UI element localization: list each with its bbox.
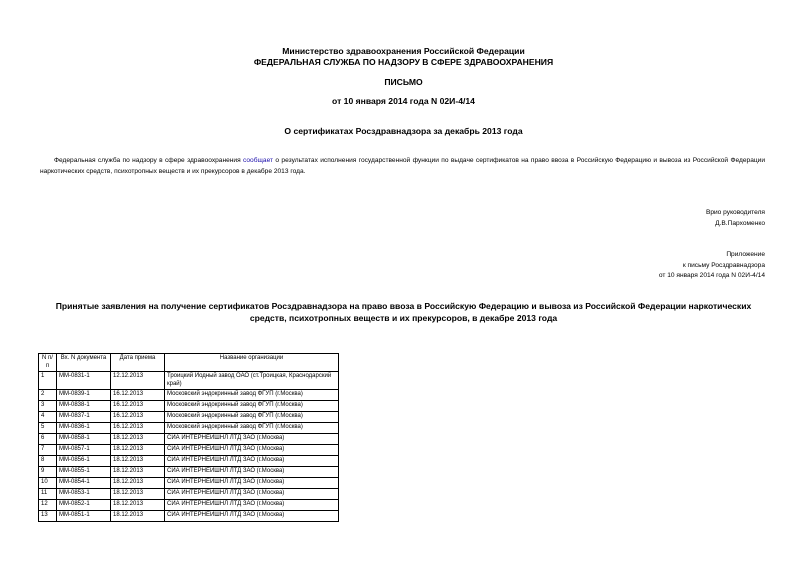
table-row [39,478,339,489]
row-doc-number: ММ-0838-1 [57,401,111,412]
row-number: 11 [39,489,57,500]
signature-position: Врио руководителя [705,209,765,216]
row-doc-number: ММ-0857-1 [57,445,111,456]
row-organization: СИА ИНТЕРНЕЙШНЛ ЛТД ЗАО (г.Москва) [165,478,339,489]
table-row [39,390,339,401]
table-row [39,489,339,500]
row-doc-number: ММ-0831-1 [57,372,111,390]
row-doc-number: ММ-0854-1 [57,478,111,489]
table-row [39,434,339,445]
ministry-name: Министерство здравоохранения Российской Федерации [282,46,525,56]
row-organization: СИА ИНТЕРНЕЙШНЛ ЛТД ЗАО (г.Москва) [165,489,339,500]
row-organization: Московский эндокринный завод ФГУП (г.Москва) [165,390,339,401]
table-row [39,511,339,522]
appendix-label: Приложение [726,251,765,258]
row-date: 18.12.2013 [111,467,165,478]
soobshchaet-link[interactable]: сообщает [243,157,274,164]
row-date: 18.12.2013 [111,500,165,511]
row-date: 18.12.2013 [111,489,165,500]
appendix-to-letter: к письму Росздравнадзора [682,261,765,269]
body-paragraph [40,155,765,177]
row-number: 3 [39,401,57,412]
row-number: 7 [39,445,57,456]
row-organization: Московский эндокринный завод ФГУП (г.Москва) [165,412,339,423]
row-date: 18.12.2013 [111,511,165,522]
row-organization: Московский эндокринный завод ФГУП (г.Москва) [165,401,339,412]
row-number: 5 [39,423,57,434]
table-row [39,412,339,423]
row-number: 9 [39,467,57,478]
document-subject: О сертификатах Росздравнадзора за декабрь 2013 года [284,126,523,136]
row-doc-number: ММ-0836-1 [57,423,111,434]
row-doc-number: ММ-0858-1 [57,434,111,445]
row-organization: СИА ИНТЕРНЕЙШНЛ ЛТД ЗАО (г.Москва) [165,511,339,522]
row-doc-number: ММ-0856-1 [57,456,111,467]
row-doc-number: ММ-0852-1 [57,500,111,511]
row-number: 6 [39,434,57,445]
appendix-block [659,250,765,282]
row-doc-number: ММ-0855-1 [57,467,111,478]
row-date: 18.12.2013 [111,445,165,456]
row-doc-number: ММ-0851-1 [57,511,111,522]
row-date: 16.12.2013 [111,390,165,401]
row-doc-number: ММ-0853-1 [57,489,111,500]
annex-title: Принятые заявления на получение сертификатов Росздравнадзора на право ввоза в Российскую Федерацию и вывоза из Российской Федерации наркотических средств, психотропных веществ и их прекурсоров, в декабре 2013 года [55,301,752,323]
header-doc-number: Вх. N документа [57,354,111,372]
header-organization: Название организации [165,354,339,372]
applications-table [38,353,339,522]
header-number: N п/п [39,354,57,372]
row-organization: СИА ИНТЕРНЕЙШНЛ ЛТД ЗАО (г.Москва) [165,445,339,456]
row-number: 2 [39,390,57,401]
row-date: 18.12.2013 [111,434,165,445]
row-organization: СИА ИНТЕРНЕЙШНЛ ЛТД ЗАО (г.Москва) [165,456,339,467]
document-date-number: от 10 января 2014 года N 02И-4/14 [332,96,475,106]
row-number: 10 [39,478,57,489]
row-doc-number: ММ-0837-1 [57,412,111,423]
row-organization: Троицкий Йодный завод ОАО (ст.Троицкая, Краснодарский край) [165,372,339,390]
table-row [39,456,339,467]
header-date: Дата приема [111,354,165,372]
row-number: 4 [39,412,57,423]
row-number: 8 [39,456,57,467]
document-type: ПИСЬМО [384,77,423,87]
row-organization: СИА ИНТЕРНЕЙШНЛ ЛТД ЗАО (г.Москва) [165,500,339,511]
row-organization: СИА ИНТЕРНЕЙШНЛ ЛТД ЗАО (г.Москва) [165,467,339,478]
row-number: 12 [39,500,57,511]
row-number: 1 [39,372,57,390]
table-row [39,401,339,412]
signature-block [706,208,765,229]
table-row [39,467,339,478]
body-text-end: о результатах исполнения государственной функции по выдаче сертификатов на право ввоза в Российскую Федерацию и вывоза из Российской Федерации наркотических средств, психотропных веществ и их прекурсоров в декабре 2013 года. [40,157,765,175]
row-organization: СИА ИНТЕРНЕЙШНЛ ЛТД ЗАО (г.Москва) [165,434,339,445]
row-number: 13 [39,511,57,522]
table-row [39,500,339,511]
table-row [39,372,339,390]
row-date: 12.12.2013 [111,372,165,390]
row-date: 18.12.2013 [111,478,165,489]
signature-name: Д.В.Пархоменко [715,219,765,227]
row-organization: Московский эндокринный завод ФГУП (г.Москва) [165,423,339,434]
row-date: 16.12.2013 [111,412,165,423]
appendix-date-number: от 10 января 2014 года N 02И-4/14 [658,272,765,279]
row-date: 18.12.2013 [111,456,165,467]
row-doc-number: ММ-0839-1 [57,390,111,401]
row-date: 16.12.2013 [111,401,165,412]
table-row [39,445,339,456]
body-text-start: Федеральная служба по надзору в сфере здравоохранения [54,157,244,164]
row-date: 16.12.2013 [111,423,165,434]
table-row [39,423,339,434]
table-header-row [39,354,339,372]
service-name: ФЕДЕРАЛЬНАЯ СЛУЖБА ПО НАДЗОРУ В СФЕРЕ ЗДРАВООХРАНЕНИЯ [253,57,554,67]
